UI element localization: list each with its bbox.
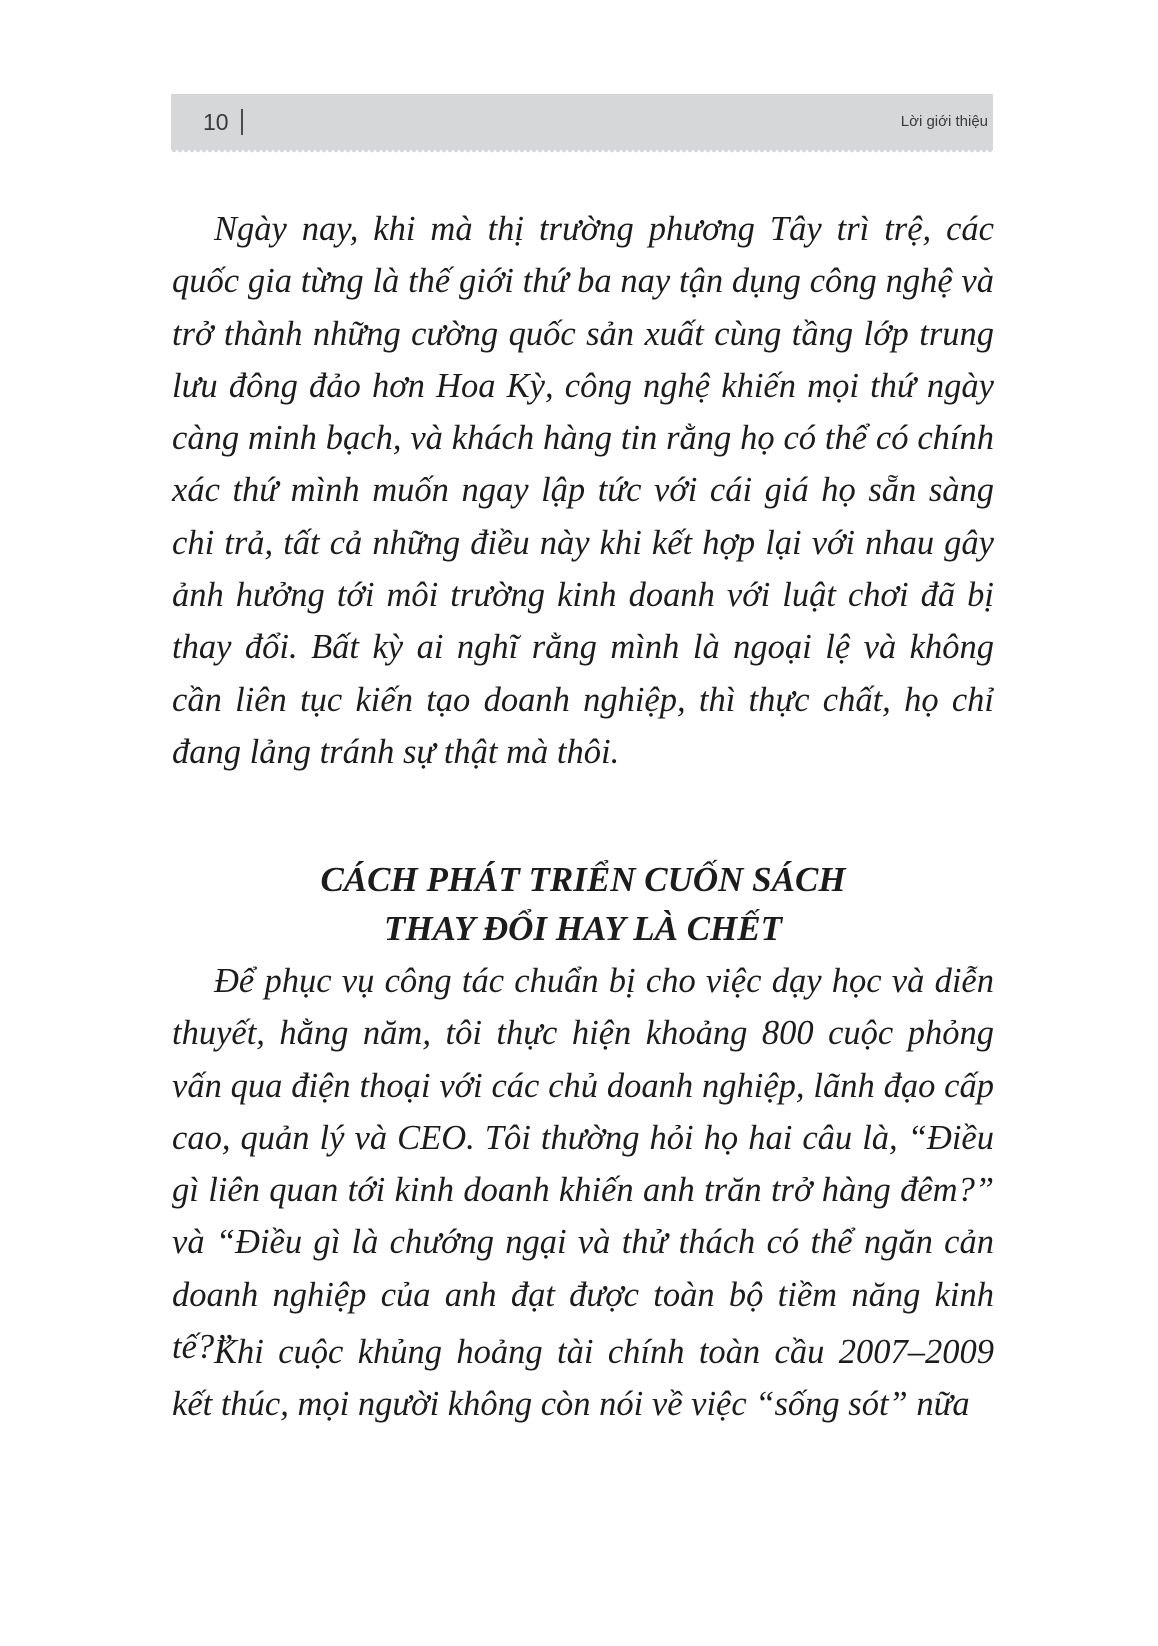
running-head: Lời giới thiệu <box>900 113 988 130</box>
section-title <box>172 855 994 953</box>
page-header-bar <box>171 94 993 150</box>
body-block-2 <box>172 955 994 1373</box>
section-title-line: CÁCH PHÁT TRIỂN CUỐN SÁCH <box>320 860 846 899</box>
paragraph: Ngày nay, khi mà thị trường phương Tây trì trệ, các quốc gia từng là thế giới thứ ba nay tận dụng công nghệ và trở thành những cường quốc sản xuất cùng tầng lớp trung lưu đông đảo hơn Hoa Kỳ, công nghệ khiến mọi thứ ngày càng minh bạch, và khách hàng tin rằng họ có thể có chính xác thứ mình muốn ngay lập tức với cái giá họ sẵn sàng chi trả, tất cả những điều này khi kết hợp lại với nhau gây ảnh hưởng tới môi trường kinh doanh với luật chơi đã bị thay đổi. Bất kỳ ai nghĩ rằng mình là ngoại lệ và không cần liên tục kiến tạo doanh nghiệp, thì thực chất, họ chỉ đang lảng tránh sự thật mà thôi. <box>172 210 994 771</box>
body-block-3 <box>172 1326 994 1431</box>
paragraph: Khi cuộc khủng hoảng tài chính toàn cầu 2007–2009 kết thúc, mọi người không còn nói về việc “sống sót” nữa <box>172 1333 994 1424</box>
paragraph: Để phục vụ công tác chuẩn bị cho việc dạy học và diễn thuyết, hằng năm, tôi thực hiện khoảng 800 cuộc phỏng vấn qua điện thoại với các chủ doanh nghiệp, lãnh đạo cấp cao, quản lý và CEO. Tôi thường hỏi họ hai câu là, “Điều gì liên quan tới kinh doanh khiến anh trăn trở hàng đêm?” và “Điều gì là chướng ngại và thử thách có thể ngăn cản doanh nghiệp của anh đạt được toàn bộ tiềm năng kinh tế?” <box>172 962 994 1367</box>
header-divider <box>241 109 243 135</box>
body-block-1 <box>172 203 994 778</box>
section-title-line: THAY ĐỔI HAY LÀ CHẾT <box>383 909 782 948</box>
page-number: 10 <box>203 109 229 135</box>
